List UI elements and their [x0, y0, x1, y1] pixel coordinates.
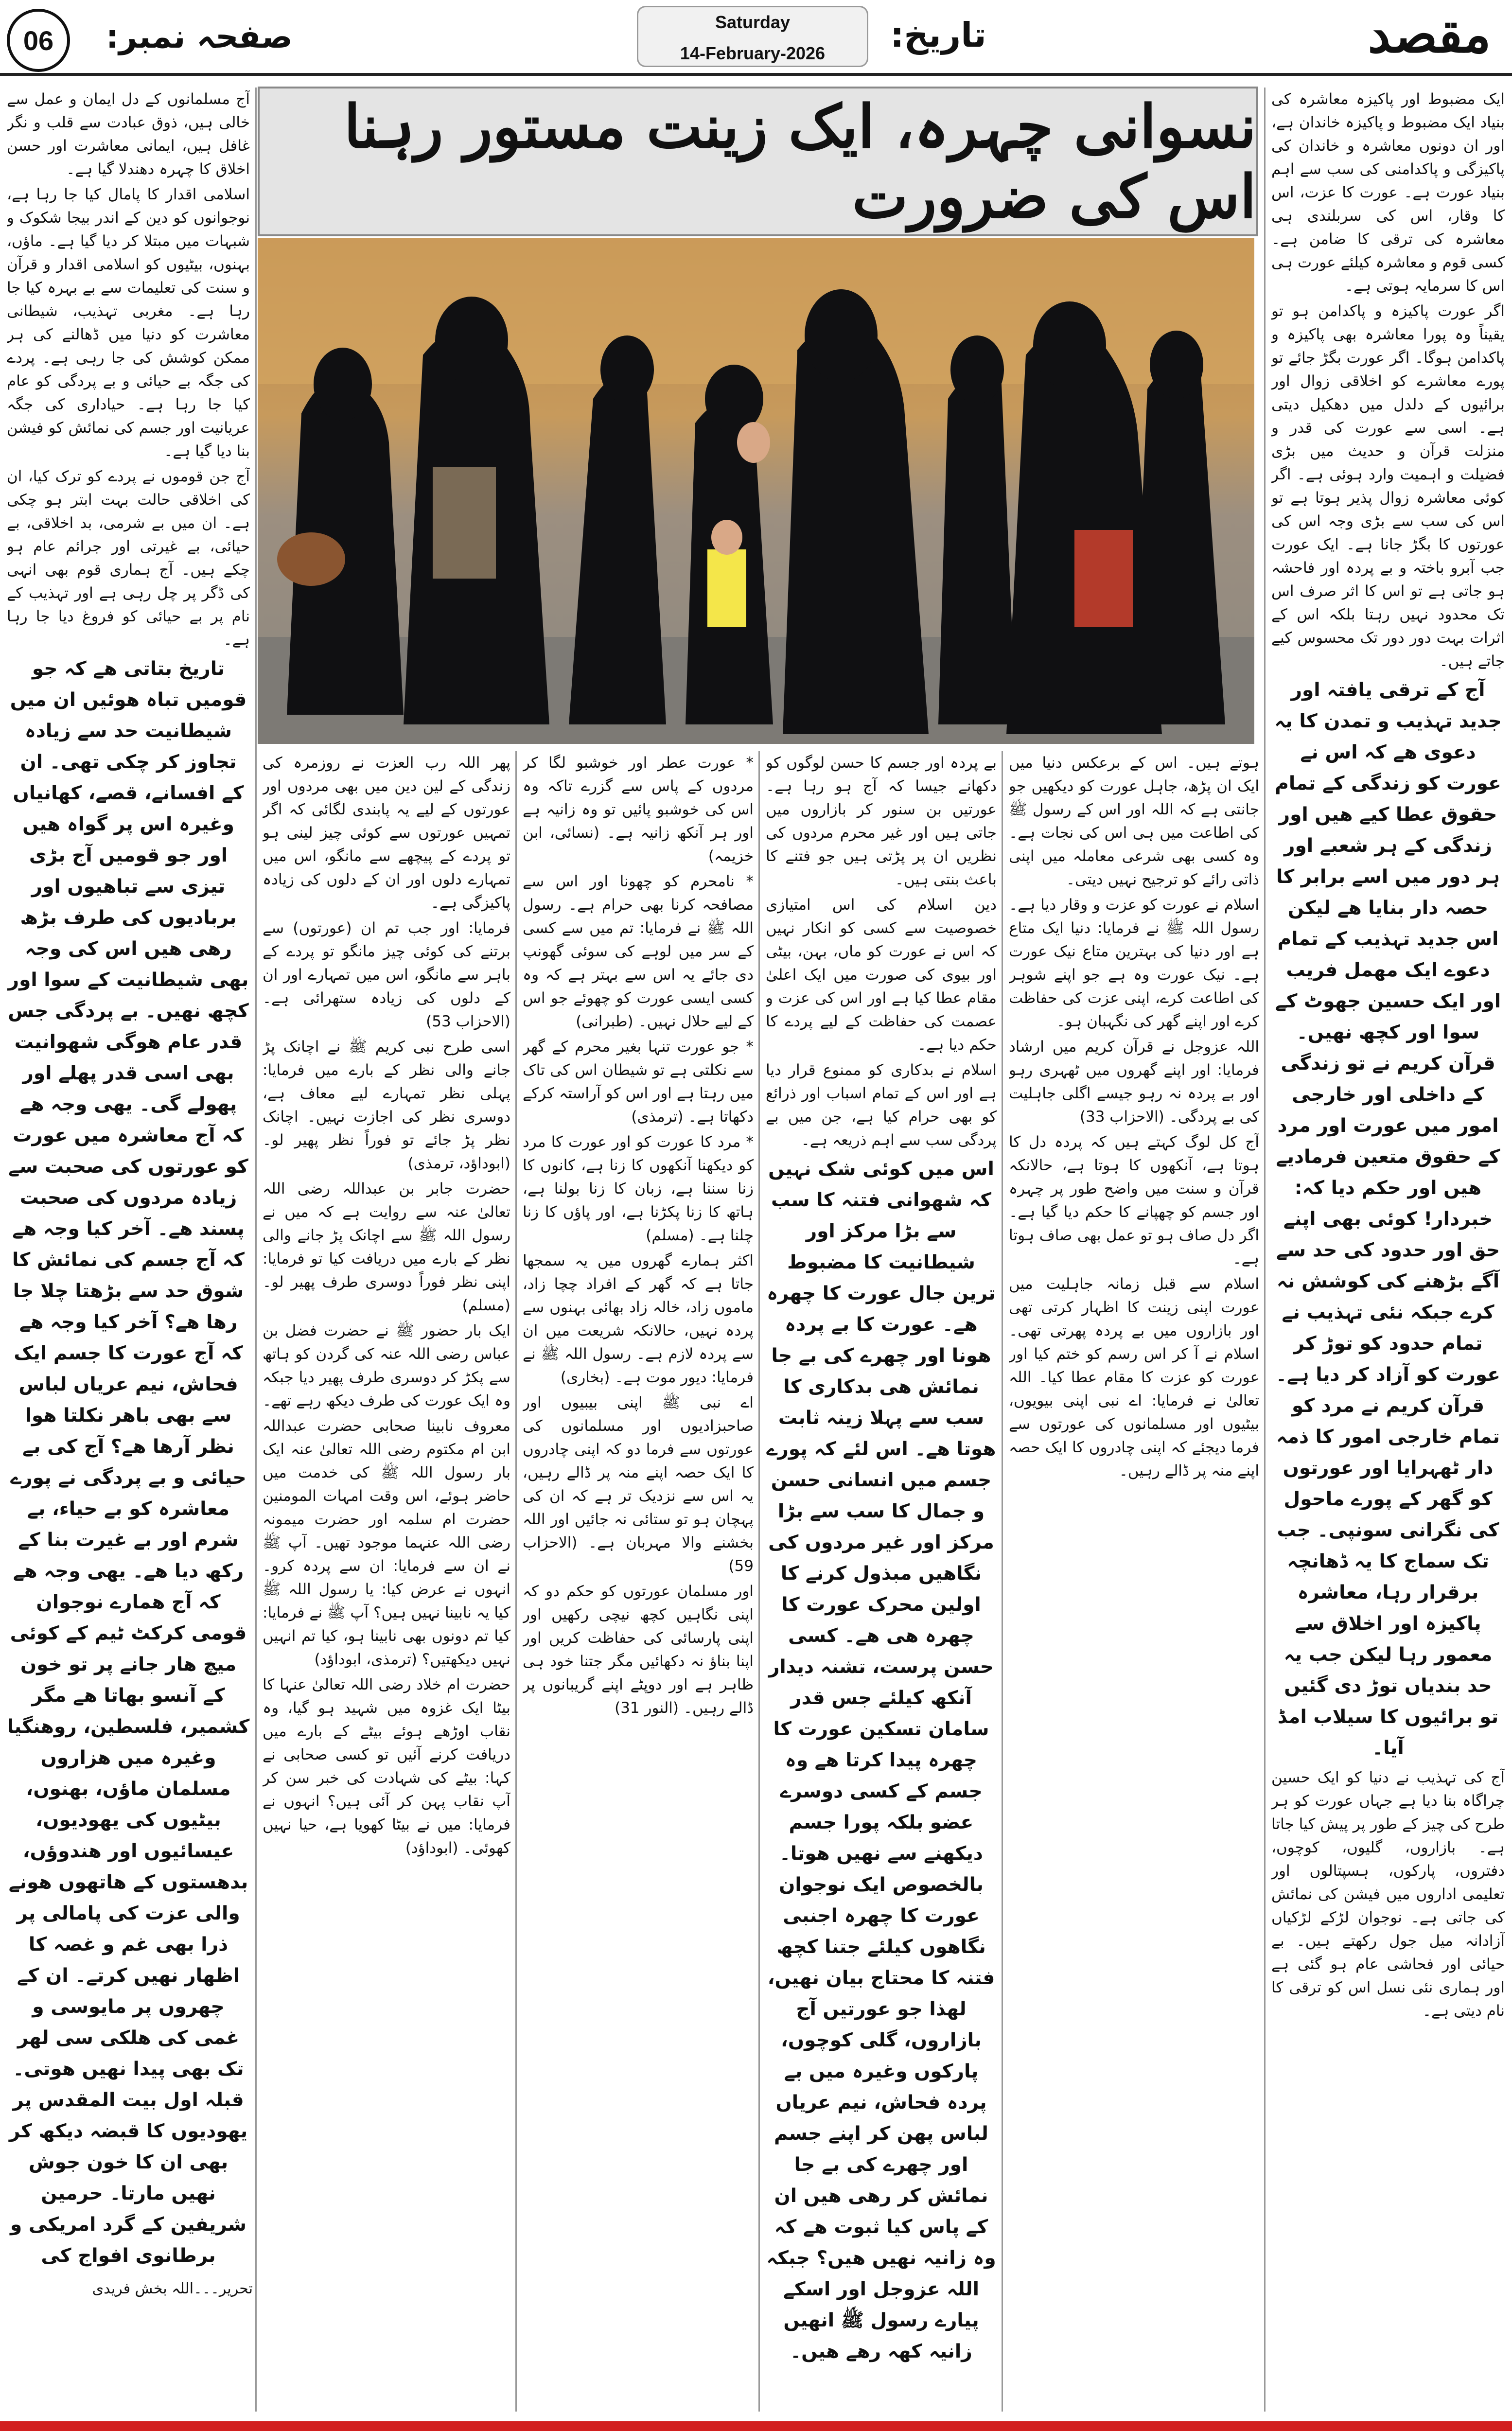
column-rule — [758, 751, 760, 2412]
paragraph: حضرت جابر بن عبداللہ رضی اللہ تعالیٰ عنہ سے روایت ہے کہ میں نے رسول اللہ ﷺ سے اچانک پڑ جانے والی نظر کے بارے میں دریافت کیا تو فرمایا: اپنی نظر فوراً دوسری طرف پھیر لو۔ (مسلم) — [263, 1180, 510, 1314]
paragraph: ایک بار حضور ﷺ نے حضرت فضل بن عباس رضی اللہ عنہ کی گردن کو ہاتھ سے پکڑ کر دوسری طرف پھیر دیا جبکہ وہ ایک عورت کی طرف دیکھ رہے تھے۔ — [263, 1322, 510, 1409]
column-rule — [1002, 751, 1003, 2412]
date-day: Saturday — [715, 12, 791, 32]
paragraph: اے نبی ﷺ اپنی بیبیوں اور صاحبزادیوں اور مسلمانوں کی عورتوں سے فرما دو کہ اپنی چادروں کا ایک حصہ اپنے منہ پر ڈالے رہیں، یہ اس سے نزدیک تر ہے کہ ان کی پہچان ہو تو ستائی نہ جائیں اور اللہ بخشنے والا مہربان ہے۔ (الاحزاب 59) — [523, 1394, 754, 1575]
column-rule — [255, 88, 257, 2412]
page-number-badge: 06 — [7, 9, 70, 72]
article-column-2 — [1009, 751, 1259, 2412]
paragraph: ہوتے ہیں۔ اس کے برعکس دنیا میں ایک ان پڑھ، جاہل عورت کو دیکھیں جو جانتی ہے کہ اللہ اور اس کے رسول ﷺ کی اطاعت میں ہی اس کی نجات ہے۔ وہ کسی بھی شرعی معاملہ میں اپنی ذاتی رائے کو ترجیح نہیں دیتی۔ — [1009, 754, 1259, 888]
date-label: تاریخ: — [890, 15, 986, 55]
article-column-4 — [523, 751, 754, 2412]
paragraph: بے پردہ اور جسم کا حسن لوگوں کو دکھانے جیسا کہ آج ہو رہا ہے۔ عورتیں بن سنور کر بازاروں میں جاتی ہیں اور غیر محرم مردوں کی نظریں ان پر پڑتی ہیں جو فتنے کا باعث بنتی ہیں۔ — [766, 754, 997, 888]
bottom-color-bar — [0, 2421, 1512, 2431]
bold-passage: آج کے ترقی یافتہ اور جدید تہذیب و تمدن کا یہ دعوی ھے کہ اس نے عورت کو زندگی کے تمام حقوق عطا کیے ھیں اور زندگی کے ہر شعبے اور ہر دور میں اسے برابر کا حصہ دار بنایا ھے لیکن اس جدید تہذیب کے تمام دعوے ایک مھمل فریب اور ایک حسین جھوٹ کے سوا اور کچھ نھیں۔ قرآن کریم نے تو زندگی کے داخلی اور خارجی امور میں عورت اور مرد کے حقوق متعین فرمادیے ھیں اور حکم دیا کہ: خبردار! کوئی بھی اپنے حق اور حدود کی حد سے آگے بڑھنے کی کوشش نہ کرے جبکہ نئی تہذیب نے تمام حدود کو توڑ کر عورت کو آزاد کر دیا ہے۔ قرآن کریم نے مرد کو تمام خارجی امور کا ذمہ دار ٹھہرایا اور عورتوں کو گھر کے پورے ماحول کی نگرانی سونپی۔ جب تک سماج کا یہ ڈھانچہ برقرار رہا، معاشرہ پاکیزہ اور اخلاق سے معمور رہا لیکن جب یہ حد بندیاں توڑ دی گئیں تو برائیوں کا سیلاب امڈ آیا۔ — [1274, 679, 1502, 1759]
paragraph: * نامحرم کو چھونا اور اس سے مصافحہ کرنا بھی حرام ہے۔ رسول اللہ ﷺ نے فرمایا: تم میں سے کسی کے سر میں لوہے کی سوئی گھونپ دی جائے یہ اس سے بہتر ہے کہ وہ کسی ایسی عورت کو چھوئے جو اس کے لیے حلال نہیں۔ (طبرانی) — [523, 873, 754, 1030]
article-photo — [258, 238, 1254, 744]
article-column-3 — [766, 751, 997, 2412]
women-in-burqa-illustration — [258, 238, 1254, 744]
paragraph: اسلامی اقدار کا پامال کیا جا رہا ہے، نوجوانوں کو دین کے اندر بیجا شکوک و شبہات میں مبتلا کر دیا گیا ہے۔ ماؤں، بہنوں، بیٹیوں کو اسلامی اقدار و قرآن و سنت کی تعلیمات سے بے بہرہ کیا جا رہا ہے۔ مغربی تہذیب، شیطانی معاشرت کو دنیا میں ڈھالنے کی ہر ممکن کوشش کی جا رہی ہے۔ پردے کی جگہ بے حیائی و بے پردگی کو عام کیا جا رہا ہے۔ حیاداری کی جگہ عریانیت اور جسم کی نمائش کو فیشن بنا دیا گیا ہے۔ — [7, 186, 250, 460]
paragraph: * جو عورت تنہا بغیر محرم کے گھر سے نکلتی ہے تو شیطان اس کی تاک میں رہتا ہے اور اس کو آراستہ کرکے دکھاتا ہے۔ (ترمذی) — [523, 1038, 754, 1126]
article-column-6 — [7, 88, 250, 2275]
paragraph: آج مسلمانوں کے دل ایمان و عمل سے خالی ہیں، ذوق عبادت سے قلب و نگر غافل ہیں، ایمانی معاشرت اور حسن اخلاق کا چہرہ دھندلا گیا ہے۔ — [7, 90, 250, 178]
paragraph: اور مسلمان عورتوں کو حکم دو کہ اپنی نگاہیں کچھ نیچی رکھیں اور اپنی پارسائی کی حفاظت کریں اور اپنا بناؤ نہ دکھائیں مگر جتنا خود ہی ظاہر ہے اور دوپٹے اپنے گریبانوں پر ڈالے رہیں۔ (النور 31) — [523, 1583, 754, 1717]
paragraph: فرمایا: اور جب تم ان (عورتوں) سے برتنے کی کوئی چیز مانگو تو پردے کے باہر سے مانگو، اس میں تمہارے اور ان کے دلوں کی زیادہ ستھرائی ہے۔ (الاحزاب 53) — [263, 919, 510, 1030]
paragraph: اللہ عزوجل نے قرآن کریم میں ارشاد فرمایا: اور اپنے گھروں میں ٹھہری رہو اور بے پردہ نہ رہو جیسے اگلی جاہلیت کی بے پردگی۔ (الاحزاب 33) — [1009, 1038, 1259, 1126]
masthead — [0, 0, 1512, 76]
date-full: 14-February-2026 — [680, 43, 826, 63]
article-column-5 — [263, 751, 510, 2412]
paragraph: ایک مضبوط اور پاکیزہ معاشرہ کی بنیاد ایک مضبوط و پاکیزہ خاندان ہے، اور ان دونوں معاشرہ و خاندان کی پاکیزگی و پاکدامنی کی سب سے اہم بنیاد عورت ہے۔ عورت کا عزت، اس کا وقار، اس کی سربلندی ہی معاشرہ کی ترقی کا ضامن ہے۔ کسی قوم و معاشرہ کیلئے عورت ہی اس کا سرمایہ ہوتی ہے۔ — [1271, 90, 1505, 295]
paragraph: آج کل لوگ کہتے ہیں کہ پردہ دل کا ہوتا ہے، آنکھوں کا ہوتا ہے، حالانکہ قرآن و سنت میں واضح طور پر چہرہ اور جسم کو چھپانے کا حکم دیا گیا ہے۔ اگر دل صاف ہو تو عمل بھی صاف ہوتا ہے۔ — [1009, 1133, 1259, 1268]
paragraph: حضرت ام خلاد رضی اللہ تعالیٰ عنہا کا بیٹا ایک غزوہ میں شہید ہو گیا، وہ نقاب اوڑھے ہوئے بیٹے کے بارے میں دریافت کرنے آئیں تو کسی صحابی نے کہا: بیٹے کی شہادت کی خبر سن کر آپ نقاب پہن کر آئی ہیں؟ انہوں نے فرمایا: میں نے بیٹا کھویا ہے، حیا نہیں کھوئی۔ (ابوداؤد) — [263, 1676, 510, 1857]
paragraph: اسی طرح نبی کریم ﷺ نے اچانک پڑ جانے والی نظر کے بارے میں فرمایا: پہلی نظر تمہارے لیے معاف ہے، دوسری نظر کی اجازت نہیں۔ اچانک نظر پڑ جائے تو فوراً نظر پھیر لو۔ (ابوداؤد، ترمذی) — [263, 1038, 510, 1172]
author-credit: تحریر۔۔۔اللہ بخش فریدی — [92, 2280, 253, 2297]
paragraph: معروف نابینا صحابی حضرت عبداللہ ابن ام مکتوم رضی اللہ تعالیٰ عنہ ایک بار رسول اللہ ﷺ کی خدمت میں حاضر ہوئے، اس وقت امہات المومنین حضرت ام سلمہ اور حضرت میمونہ رضی اللہ عنہما موجود تھیں۔ آپ ﷺ نے ان سے فرمایا: ان سے پردہ کرو۔ انہوں نے عرض کیا: یا رسول اللہ ﷺ کیا یہ نابینا نہیں ہیں؟ آپ ﷺ نے فرمایا: کیا تم دونوں بھی نابینا ہو، کیا تم انہیں نہیں دیکھتیں؟ (ترمذی، ابوداؤد) — [263, 1417, 510, 1668]
headline: نسوانی چہرہ، ایک زینت مستور رہنا اس کی ضرورت — [258, 87, 1258, 236]
paragraph: اسلام نے بدکاری کو ممنوع قرار دیا ہے اور اس کے تمام اسباب اور ذرائع کو بھی حرام کیا ہے، جن میں بے پردگی سب سے اہم ذریعہ ہے۔ — [766, 1061, 997, 1149]
paragraph: پھر اللہ رب العزت نے روزمرہ کی زندگی کے لین دین میں بھی مردوں اور عورتوں کے لیے یہ پابندی لگائی کہ اگر تمہیں عورتوں سے کوئی چیز لینی ہو تو پردے کے پیچھے سے مانگو، اس میں تمہارے دلوں اور ان کے دلوں کی زیادہ پاکیزگی ہے۔ — [263, 754, 510, 912]
date-box — [637, 6, 868, 67]
column-rule — [1264, 88, 1266, 2412]
page-number-label: صفحہ نمبر: — [106, 18, 293, 55]
paragraph: دین اسلام کی اس امتیازی خصوصیت سے کسی کو انکار نہیں کہ اس نے عورت کو ماں، بہن، بیٹی اور بیوی کی صورت میں ایک اعلیٰ مقام عطا کیا ہے اور اس کی عزت و عصمت کی حفاظت کے لیے پردے کا حکم دیا ہے۔ — [766, 896, 997, 1054]
newspaper-logo: مقصد — [1368, 4, 1491, 64]
paragraph: آج کی تہذیب نے دنیا کو ایک حسین چراگاہ بنا دیا ہے جہاں عورت کو ہر طرح کی چیز کے طور پر پیش کیا جاتا ہے۔ بازاروں، گلیوں، کوچوں، دفتروں، پارکوں، ہسپتالوں اور تعلیمی اداروں میں فیشن کی نمائش کی جاتی ہے۔ نوجوان لڑکے لڑکیاں آزادانہ میل جول رکھتے ہیں۔ بے حیائی اور فحاشی عام ہو گئی ہے اور ہماری نئی نسل اس کو ترقی کا نام دیتی ہے۔ — [1271, 1769, 1505, 2020]
paragraph: آج جن قوموں نے پردے کو ترک کیا، ان کی اخلاقی حالت بہت ابتر ہو چکی ہے۔ ان میں بے شرمی، بد اخلاقی، بے حیائی، بے غیرتی اور جرائم عام ہو چکے ہیں۔ آج ہماری قوم بھی انہی کی ڈگر پر چل رہی ہے اور تہذیب کے نام پر بے حیائی کو فروغ دیا جا رہا ہے۔ — [7, 468, 250, 649]
paragraph: * مرد کا عورت کو اور عورت کا مرد کو دیکھنا آنکھوں کا زنا ہے، کانوں کا زنا سننا ہے، زبان کا زنا بولنا ہے، ہاتھ کا زنا پکڑنا ہے، اور پاؤں کا زنا چلنا ہے۔ (مسلم) — [523, 1133, 754, 1244]
bold-passage: اس میں کوئی شک نہیں کہ شھوانی فتنہ کا سب سے بڑا مرکز اور شیطانیت کا مضبوط ترین جال عورت کا چھرہ ھے۔ عورت کا بے پردہ ھونا اور چھرے کی بے جا نمائش ھی بدکاری کا سب سے پہلا زینہ ثابت ھوتا ھے۔ اس لئے کہ پورے جسم میں انسانی حسن و جمال کا سب سے بڑا مرکز اور غیر مردوں کی نگاھیں مبذول کرنے کا اولین محرک عورت کا چھرہ ھی ھے۔ کسی حسن پرست، تشنہ دیدار آنکھ کیلئے جس قدر سامان تسکین عورت کا چھرہ پیدا کرتا ھے وہ جسم کے کسی دوسرے عضو بلکہ پورا جسم دیکھنے سے نھیں ھوتا۔ بالخصوص ایک نوجوان عورت کا چھرہ اجنبی نگاھوں کیلئے جتنا کچھ فتنہ کا محتاج بیان نھیں، لھذا جو عورتیں آج بازاروں، گلی کوچوں، پارکوں وغیرہ میں بے پردہ فحاش، نیم عریاں لباس پھن کر اپنے جسم اور چھرے کی بے جا نمائش کر رھی ھیں ان کے پاس کیا ثبوت ھے کہ وہ زانیہ نھیں ھیں؟ جبکہ اللہ عزوجل اور اسکے پیارے رسول ﷺ انھیں زانیہ کھہ رھے ھیں۔ — [766, 1158, 996, 2362]
paragraph: اگر عورت پاکیزہ و پاکدامن ہو تو یقیناً وہ پورا معاشرہ بھی پاکیزہ و پاکدامن ہوگا۔ اگر عورت بگڑ جائے تو پورے معاشرے کو اخلاقی زوال اور برائیوں کے دلدل میں دھکیل دیتی ہے۔ اسی سے عورت کی قدر و منزلت قرآن و حدیث میں بڑی فضیلت و اہمیت وارد ہوئی ہے۔ اگر کوئی معاشرہ زوال پذیر ہوتا ہے تو اس کی سب سے بڑی وجہ اس کی عورتوں کا بگڑ جانا ہے۔ ایک عورت جب آبرو باختہ و بے پردہ اور فاحشہ ہو جاتی ہے تو اس کا اثر صرف اس تک محدود نہیں رہتا بلکہ اس کے اثرات بہت دور دور تک محسوس کیے جاتے ہیں۔ — [1271, 302, 1505, 670]
paragraph: اسلام نے عورت کو عزت و وقار دیا ہے۔ رسول اللہ ﷺ نے فرمایا: دنیا ایک متاع ہے اور دنیا کی بہترین متاع نیک عورت ہے۔ نیک عورت وہ ہے جو اپنے شوہر کی اطاعت کرے، اپنی عزت کی حفاظت کرے اور اپنے گھر کی نگہبان ہو۔ — [1009, 896, 1259, 1030]
column-rule — [515, 751, 517, 2412]
bold-passage: تاریخ بتاتی ھے کہ جو قومیں تباہ ھوئیں ان میں شیطانیت حد سے زیادہ تجاوز کر چکی تھی۔ ان کے افسانے، قصے، کھانیاں وغیرہ اس پر گواہ ھیں اور جو قومیں آج بڑی تیزی سے تباھیوں اور بربادیوں کی طرف بڑھ رھی ھیں اس کی وجہ بھی شیطانیت کے سوا اور کچھ نھیں۔ بے پردگی جس قدر عام ھوگی شھوانیت بھی اسی قدر پھلے اور پھولے گی۔ یھی وجہ ھے کہ آج معاشرہ میں عورت کو عورتوں کی صحبت سے زیادہ مردوں کی صحبت پسند ھے۔ آخر کیا وجہ ھے کہ آج جسم کی نمائش کا شوق حد سے بڑھتا چلا جا رھا ھے؟ آخر کیا وجہ ھے کہ آج عورت کا جسم ایک فحاش، نیم عریاں لباس سے بھی باھر نکلتا ھوا نظر آرھا ھے؟ آج کی بے حیائی و بے پردگی نے پورے معاشرہ کو بے حیاء، بے شرم اور بے غیرت بنا کے رکھ دیا ھے۔ یھی وجہ ھے کہ آج ھمارے نوجوان قومی کرکٹ ٹیم کے کوئی میچ ھار جانے پر تو خون کے آنسو بھاتا ھے مگر کشمیر، فلسطین، روھنگیا وغیرہ میں ھزاروں مسلمان ماؤں، بھنوں، بیٹیوں کی یھودیوں، عیسائیوں اور ھندوؤں، بدھستوں کے ھاتھوں ھونے والی عزت کی پامالی پر ذرا بھی غم و غصہ کا اظھار نھیں کرتے۔ ان کے چھروں پر مایوسی و غمی کی ھلکی سی لھر تک بھی پیدا نھیں ھوتی۔ قبلہ اول بیت المقدس پر یھودیوں کا قبضہ دیکھ کر بھی ان کا خون جوش نھیں مارتا۔ حرمین شریفین کے گرد امریکی و برطانوی افواج کی — [7, 658, 250, 2267]
paragraph: * عورت عطر اور خوشبو لگا کر مردوں کے پاس سے گزرے تاکہ وہ اس کی خوشبو پائیں تو وہ زانیہ ہے اور ہر آنکھ زانیہ ہے۔ (نسائی، ابن خزیمہ) — [523, 754, 754, 865]
paragraph: اسلام سے قبل زمانہ جاہلیت میں عورت اپنی زینت کا اظہار کرتی تھی اور بازاروں میں بے پردہ پھرتی تھی۔ اسلام نے آ کر اس رسم کو ختم کیا اور عورت کو عزت کا مقام عطا کیا۔ اللہ تعالیٰ نے فرمایا: اے نبی اپنی بیویوں، بیٹیوں اور مسلمانوں کی عورتوں سے فرما دیجئے کہ اپنی چادروں کا ایک حصہ اپنے منہ پر ڈالے رہیں۔ — [1009, 1275, 1259, 1480]
article-column-1 — [1271, 88, 1505, 2412]
paragraph: اکثر ہمارے گھروں میں یہ سمجھا جاتا ہے کہ گھر کے افراد چچا زاد، ماموں زاد، خالہ زاد بھائی بہنوں سے پردہ نہیں، حالانکہ شریعت میں ان سے پردہ لازم ہے۔ رسول اللہ ﷺ نے فرمایا: دیور موت ہے۔ (بخاری) — [523, 1252, 754, 1386]
